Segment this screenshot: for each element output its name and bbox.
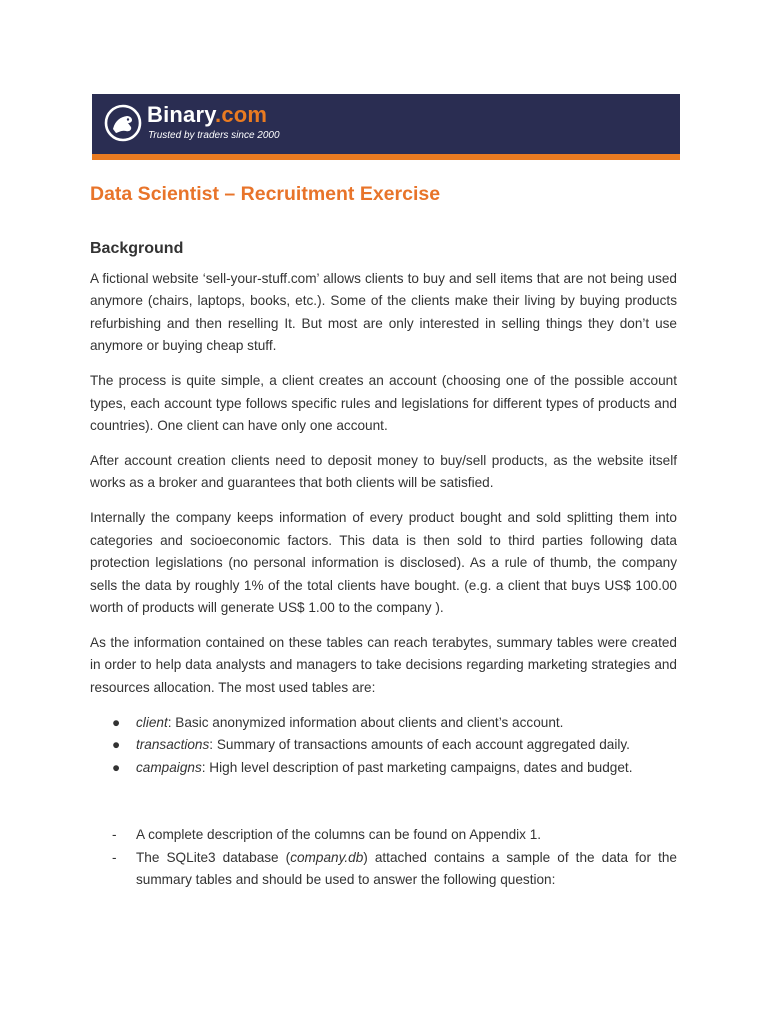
- paragraph: After account creation clients need to deposit money to buy/sell products, as the website itself works as a broker and guarantees that both clients will be satisfied.: [90, 453, 677, 491]
- bullet-marker: ●: [112, 737, 121, 753]
- bullet-marker: ●: [112, 759, 121, 775]
- list-item-text: ) attached contains a sample of the data for the summary tables and should be used to answer the following question:: [136, 849, 677, 887]
- header-banner: [92, 94, 680, 154]
- notes-list: [90, 824, 677, 891]
- database-filename: company.db: [290, 849, 364, 865]
- table-list: [90, 712, 677, 779]
- logo-tld: .com: [215, 102, 268, 127]
- list-item: [90, 847, 677, 892]
- dash-marker: -: [112, 827, 117, 843]
- document-body: [90, 268, 677, 891]
- binary-logo-icon: [104, 104, 142, 142]
- list-item-text: The SQLite3 database (: [136, 849, 291, 865]
- list-item-text: : High level description of past marketing campaigns, dates and budget.: [201, 759, 633, 775]
- list-item: [90, 824, 677, 846]
- list-item-term: campaigns: [136, 759, 202, 775]
- paragraph: As the information contained on these tables can reach terabytes, summary tables were created in order to help data analysts and managers to take decisions regarding marketing strategies and resources allocation. The most used tables are:: [90, 635, 677, 695]
- dash-marker: -: [112, 849, 117, 865]
- bullet-marker: ●: [112, 714, 121, 730]
- logo-tagline: Trusted by traders since 2000: [148, 130, 280, 141]
- paragraph: Internally the company keeps information of every product bought and sold splitting them into categories and socioeconomic factors. This data is then sold to third parties following data protection legislations (no personal information is disclosed). As a rule of thumb, the company sells the data by roughly 1% of the total clients have bought. (e.g. a client that buys US$ 100.00 worth of products will generate US$ 1.00 to the company ).: [90, 510, 677, 616]
- logo-name: Binary: [147, 102, 216, 127]
- list-item: [90, 712, 677, 734]
- list-item-text: : Basic anonymized information about clients and client’s account.: [167, 714, 564, 730]
- section-heading-background: Background: [90, 240, 184, 257]
- logo-wordmark: [147, 103, 267, 127]
- list-item: [90, 757, 677, 779]
- list-item-term: client: [136, 714, 168, 730]
- document-title: Data Scientist – Recruitment Exercise: [90, 183, 441, 205]
- paragraph: The process is quite simple, a client creates an account (choosing one of the possible account types, each account type follows specific rules and legislations for different types of products and countries). One client can have only one account.: [90, 373, 677, 434]
- list-item: [90, 734, 677, 756]
- list-item-text: : Summary of transactions amounts of each account aggregated daily.: [209, 737, 630, 753]
- list-item-term: transactions: [136, 737, 210, 753]
- banner-accent-stripe: [92, 154, 680, 160]
- list-item-text: A complete description of the columns can be found on Appendix 1.: [136, 827, 542, 843]
- paragraph: A fictional website ‘sell-your-stuff.com’ allows clients to buy and sell items that are not being used anymore (chairs, laptops, books, etc.). Some of the clients make their living by buying products refurbishing and then reselling It. But most are only interested in selling things they don’t use anymore or buying cheap stuff.: [90, 271, 677, 354]
